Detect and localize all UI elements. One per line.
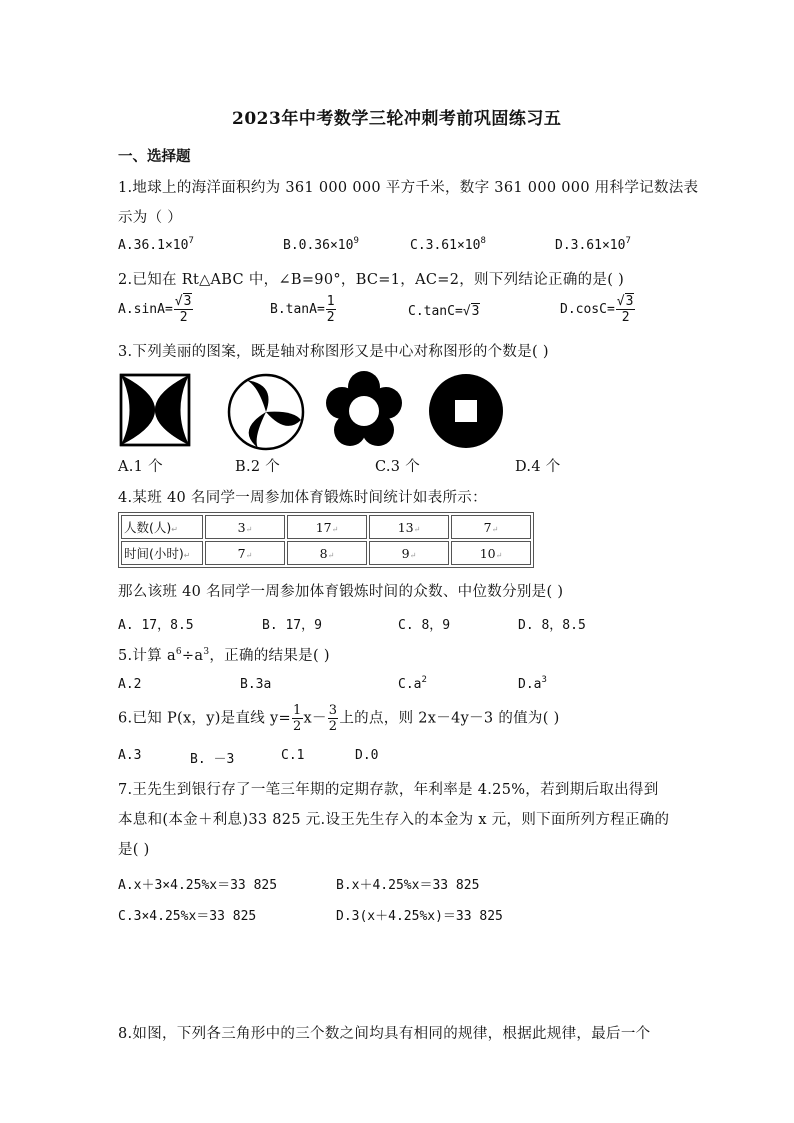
q7-option-d: D.3(x＋4.25%x)＝33 825 — [336, 909, 503, 924]
section-heading: 一、选择题 — [118, 148, 191, 165]
table-cell: 7↵ — [205, 541, 285, 565]
q5-option-a: A.2 — [118, 677, 142, 692]
q1-option-b: $B.0.36\times 10^9$ — [283, 236, 359, 253]
table-cell: 8↵ — [287, 541, 367, 565]
pattern-figures — [118, 370, 508, 452]
q2-option-a: A.sinA= $\frac{√3}{2}$ — [118, 294, 192, 325]
question-8-line-1: 8.如图，下列各三角形中的三个数之间均具有相同的规律，根据此规律，最后一个 — [118, 1026, 651, 1042]
q7-option-b: B.x＋4.25%x＝33 825 — [336, 878, 480, 893]
question-1-line-2: 示为（ ） — [118, 210, 183, 226]
q2-option-d: D.cosC= $\frac{√3}{2}$ — [560, 294, 634, 325]
q7-option-a: A.x＋3×4.25%x＝33 825 — [118, 878, 278, 893]
question-7-line-2: 本息和(本金＋利息)33 825 元.设王先生存入的本金为 x 元，则下面所列方程正确的 — [118, 812, 670, 828]
q2-option-b: B.tanA= $\frac{1}{2}$ — [270, 294, 335, 325]
table-cell: 17↵ — [287, 515, 367, 539]
figure-square-petals — [121, 375, 189, 445]
q6-option-a: A.3 — [118, 748, 142, 763]
table-cell: 7↵ — [451, 515, 531, 539]
q4-option-b: B. 17，9 — [262, 618, 322, 633]
table-cell: 10↵ — [451, 541, 531, 565]
table-cell: 13↵ — [369, 515, 449, 539]
table-row — [121, 541, 531, 565]
q5-option-d: $D.a^3$ — [518, 675, 547, 692]
q4-option-c: C. 8，9 — [398, 618, 451, 633]
q5-option-b: B.3a — [240, 677, 272, 692]
figure-flower — [326, 371, 402, 446]
table-cell: 9↵ — [369, 541, 449, 565]
q3-option-c: C.3 个 — [375, 459, 421, 475]
question-1-line-1: 1.地球上的海洋面积约为 361 000 000 平方千米，数字 361 000 000 用科学记数法表 — [118, 180, 699, 196]
q6-option-b: B. －3 — [190, 752, 235, 767]
q6-option-d: D.0 — [355, 748, 379, 763]
table-row-header: 时间(小时)↵ — [121, 541, 203, 565]
q5-option-c: $C.a^2$ — [398, 675, 427, 692]
q4-option-a: A. 17，8.5 — [118, 618, 194, 633]
figure-coin — [429, 374, 503, 448]
figure-circle-blades — [229, 375, 303, 449]
question-3-stem: 3.下列美丽的图案，既是轴对称图形又是中心对称图形的个数是( ) — [118, 344, 549, 360]
q3-option-d: D.4 个 — [515, 459, 561, 475]
page-title: 2023年中考数学三轮冲刺考前巩固练习五 — [232, 109, 562, 129]
q1-option-c: $C.3.61\times 10^8$ — [410, 236, 486, 253]
table-row-header: 人数(人)↵ — [121, 515, 203, 539]
question-4-follow: 那么该班 40 名同学一周参加体育锻炼时间的众数、中位数分别是( ) — [118, 584, 564, 600]
question-6-stem: 6.已知 P(x，y)是直线 y= $\frac{1}{2}$ x－ $\frac{3}{2}$ 上的点，则 2x－4y－3 的值为( ) — [118, 703, 560, 734]
q2-option-c: C.tanC=√3 — [408, 304, 480, 319]
question-2-stem: 2.已知在 Rt△ABC 中，∠B=90°，BC=1，AC=2，则下列结论正确的是( ) — [118, 272, 625, 288]
q4-option-d: D. 8，8.5 — [518, 618, 586, 633]
table-cell: 3↵ — [205, 515, 285, 539]
question-7-line-3: 是( ) — [118, 842, 150, 858]
q1-option-a: $A.36.1\times 10^7$ — [118, 236, 194, 253]
question-7-line-1: 7.王先生到银行存了一笔三年期的定期存款，年利率是 4.25%，若到期后取出得到 — [118, 782, 659, 798]
q7-option-c: C.3×4.25%x＝33 825 — [118, 909, 257, 924]
table-row — [121, 515, 531, 539]
question-4-stem: 4.某班 40 名同学一周参加体育锻炼时间统计如表所示： — [118, 490, 487, 506]
q3-option-b: B.2 个 — [235, 459, 281, 475]
q6-option-c: C.1 — [281, 748, 305, 763]
exercise-stats-table — [118, 512, 534, 568]
q1-option-d: $D.3.61\times 10^7$ — [555, 236, 631, 253]
q3-option-a: A.1 个 — [118, 459, 163, 475]
question-5-stem: 5.计算 $a^6\div a^3$，正确的结果是( ) — [118, 647, 330, 664]
